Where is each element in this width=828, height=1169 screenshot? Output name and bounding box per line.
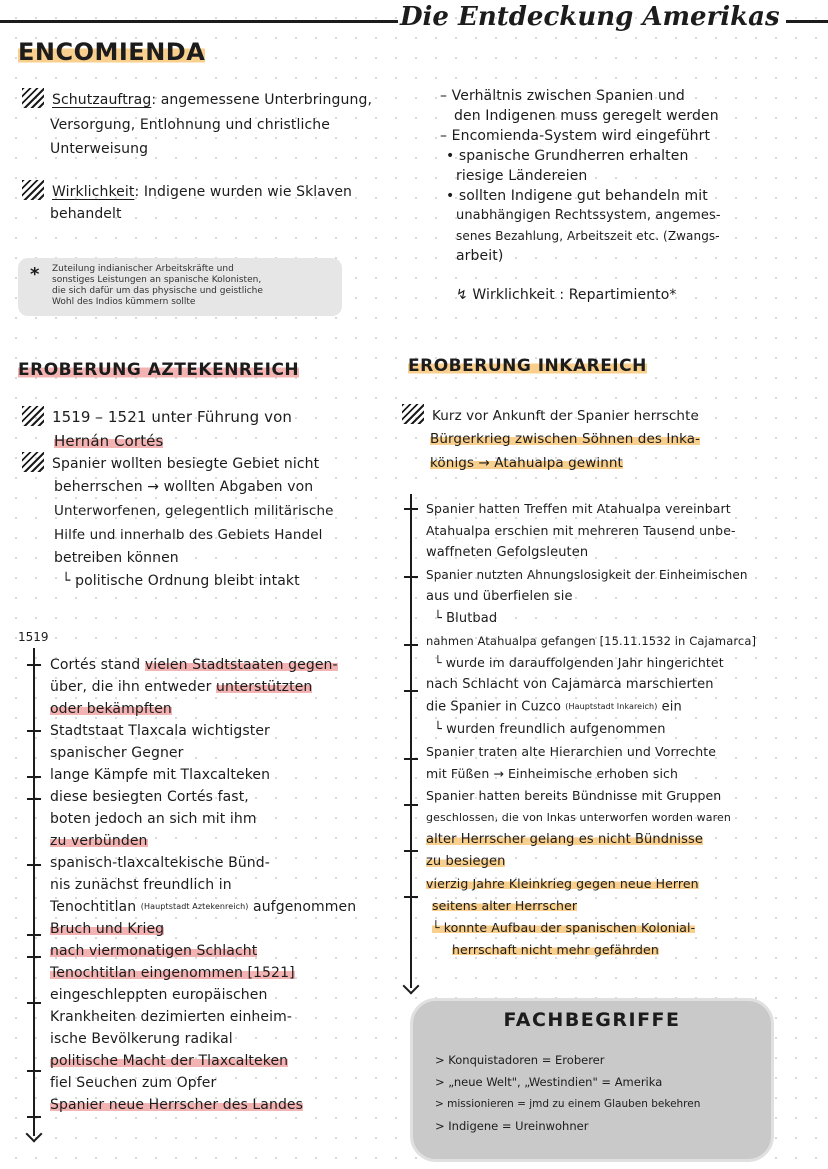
inka-timeline (410, 494, 412, 988)
inka-entry-line: Atahualpa erschien mit mehreren Tausend unbe- (426, 523, 736, 538)
inka-entry-line: └ wurden freundlich aufgenommen (434, 721, 666, 737)
timeline-tick (404, 758, 418, 760)
azteken-intro-8: └ politische Ordnung bleibt intakt (62, 573, 300, 589)
azteken-entry-small: (Hauptstadt Aztekenreich) (140, 902, 249, 911)
fachbegriff-item: > „neue Welt", „Westindien" = Amerika (435, 1075, 663, 1089)
azteken-intro-3-text: Spanier wollten besiegte Gebiet nicht (52, 456, 320, 472)
wirk-line-2: behandelt (50, 206, 122, 222)
azteken-entry-highlight: Tenochtitlan eingenommen [1521] (50, 965, 295, 981)
timeline-tick (404, 576, 418, 578)
timeline-tick (27, 1116, 41, 1118)
inka-entry-line: Spanier hatten Treffen mit Atahualpa vereinbart (426, 501, 731, 516)
inka-intro-2 (430, 428, 700, 450)
fachbegriffe-list (435, 1049, 700, 1137)
inka-entry-line (426, 829, 756, 851)
azteken-intro-5: Unterworfenen, gelegentlich militärische (54, 503, 334, 519)
schutz-line-2: Versorgung, Entlohnung und christliche (50, 117, 330, 133)
timeline-tick (404, 508, 418, 510)
azteken-entry-line: spanischer Gegner (50, 745, 184, 761)
title-rule-left (0, 20, 398, 23)
note-star: * (30, 264, 40, 285)
timeline-tick (27, 776, 41, 778)
timeline-tick (404, 896, 418, 898)
inka-entry-highlight: herrschaft nicht mehr gefährden (452, 941, 659, 957)
azteken-timeline-entries (50, 654, 356, 1116)
azteken-intro-6: Hilfe und innerhalb des Gebiets Handel (54, 527, 323, 543)
azteken-entry-line (50, 918, 356, 940)
timeline-tick (404, 690, 418, 692)
definition-note-box (18, 258, 342, 316)
encomienda-right-line: unabhängigen Rechtssystem, angemes- (456, 208, 721, 223)
timeline-tick (27, 798, 41, 800)
azteken-entry-line: Stadtstaat Tlaxcala wichtigster (50, 723, 270, 739)
wirk-label: Wirklichkeit (52, 184, 135, 200)
azteken-intro-4: beherrschen → wollten Abgaben von (54, 479, 314, 495)
azteken-entry-line: ische Bevölkerung radikal (50, 1031, 233, 1047)
azteken-entry-line: nis zunächst freundlich in (50, 877, 232, 893)
azteken-entry-highlight: nach viermonatigen Schlacht (50, 943, 258, 959)
encomienda-right-line: – Verhältnis zwischen Spanien und (440, 88, 685, 104)
inka-entry-small: (Hauptstadt Inkareich) (565, 702, 658, 711)
inka-entry-line: └ Blutbad (434, 611, 498, 626)
note-line: die sich dafür um das physische und geistliche (52, 286, 263, 296)
inka-intro-3-text: königs → Atahualpa gewinnt (430, 455, 623, 471)
inka-intro-2-text: Bürgerkrieg zwischen Söhnen des Inka- (430, 431, 701, 447)
note-line: Zuteilung indianischer Arbeitskräfte und (52, 264, 234, 274)
azteken-entry-line (50, 1050, 356, 1072)
note-line: Wohl des Indios kümmern sollte (52, 297, 196, 307)
azteken-entry-line (50, 940, 356, 962)
inka-entry-line (426, 895, 756, 917)
inka-timeline-arrow (403, 978, 420, 995)
azteken-entry-line: lange Kämpfe mit Tlaxcalteken (50, 767, 271, 783)
azteken-entry-line: fiel Seuchen zum Opfer (50, 1075, 217, 1091)
encomienda-right-line: den Indigenen muss geregelt werden (454, 108, 719, 124)
hernan-cortes: Hernán Cortés (54, 432, 164, 450)
timeline-tick (27, 664, 41, 666)
azteken-entry-highlight: vielen Stadtstaaten gegen- (144, 657, 338, 673)
azteken-intro-3 (22, 452, 319, 475)
encomienda-right-line: • sollten Indigene gut behandeln mit (446, 188, 708, 204)
azteken-entry-highlight: zu verbünden (50, 833, 148, 849)
wirk-text-1: : Indigene wurden wie Sklaven (134, 184, 353, 200)
inka-entry-highlight: vierzig Jahre Kleinkrieg gegen neue Herren (426, 875, 699, 891)
inka-entry-line: waffneten Gefolgsleuten (426, 545, 589, 560)
inka-entry-line: nahmen Atahualpa gefangen [15.11.1532 in Cajamarca] (426, 634, 757, 648)
inka-entry-highlight: zu besiegen (426, 853, 506, 869)
timeline-tick (404, 850, 418, 852)
hatch-bullet-icon (22, 88, 44, 108)
azteken-intro-1-text: 1519 – 1521 unter Führung von (52, 408, 292, 426)
inka-heading-text: EROBERUNG INKAREICH (408, 356, 647, 376)
note-line: sonstiges Leistungen an spanische Kolonisten, (52, 275, 262, 285)
azteken-timeline (33, 648, 35, 1136)
azteken-entry-text: aufgenommen (248, 899, 357, 915)
schutz-line-1 (22, 88, 372, 111)
azteken-entry-highlight: Bruch und Krieg (50, 921, 165, 937)
inka-entry-line: nach Schlacht von Cajamarca marschierten (426, 677, 714, 692)
azteken-entry-text: Cortés stand (50, 657, 145, 673)
inka-entry-line (426, 696, 756, 719)
encomienda-right-line: riesige Ländereien (456, 168, 588, 184)
azteken-entry-line (50, 1094, 356, 1116)
timeline-tick (27, 1002, 41, 1004)
timeline-tick (27, 1070, 41, 1072)
wirk-line-1 (22, 180, 352, 203)
schutz-text-1: : angemessene Unterbringung, (151, 92, 372, 108)
inka-entry-text: ein (657, 699, 682, 715)
schutz-label: Schutzauftrag (52, 92, 152, 108)
azteken-intro-2 (54, 430, 163, 452)
azteken-entry-line (50, 654, 356, 676)
azteken-entry-highlight: politische Macht der Tlaxcalteken (50, 1053, 289, 1069)
schutz-line-3: Unterweisung (50, 141, 149, 157)
azteken-entry-line (50, 896, 356, 918)
encomienda-right-column (440, 86, 721, 266)
inka-entry-line (426, 917, 756, 939)
azteken-entry-line (50, 830, 356, 852)
azteken-timeline-arrow (26, 1126, 43, 1143)
inka-entry-line: geschlossen, die von Inkas unterworfen worden waren (426, 810, 731, 824)
azteken-entry-text: Tenochtitlan (50, 899, 141, 915)
fachbegriff-item: > missionieren = jmd zu einem Glauben bekehren (435, 1098, 701, 1110)
fachbegriff-item: > Indigene = Ureinwohner (435, 1119, 589, 1133)
timeline-tick (404, 644, 418, 646)
azteken-entry-line (50, 698, 356, 720)
inka-entry-line (426, 939, 756, 961)
inka-entry-highlight: alter Herrscher gelang es nicht Bündnisse (426, 831, 703, 847)
timeline-tick (27, 730, 41, 732)
timeline-tick (404, 804, 418, 806)
inka-entry-line: Spanier nutzten Ahnungslosigkeit der Einheimischen (426, 568, 748, 582)
inka-entry-text: die Spanier in Cuzco (426, 699, 566, 715)
hatch-bullet-icon (22, 452, 44, 472)
azteken-intro-7: betreiben können (54, 550, 179, 566)
fachbegriffe-box (410, 998, 774, 1162)
inka-entry-line: mit Füßen → Einheimische erhoben sich (426, 765, 679, 781)
inka-entry-highlight: └ konnte Aufbau der spanischen Kolonial- (432, 919, 696, 935)
inka-entry-line: Spanier traten alte Hierarchien und Vorrechte (426, 743, 717, 759)
encomienda-right-line: senes Bezahlung, Arbeitszeit etc. (Zwangs- (456, 229, 720, 243)
azteken-entry-line: Krankheiten dezimierten einheim- (50, 1009, 292, 1025)
hatch-bullet-icon (22, 180, 44, 200)
azteken-entry-highlight: Spanier neue Herrscher des Landes (50, 1097, 304, 1113)
inka-entry-line: Spanier hatten bereits Bündnisse mit Gruppen (426, 787, 722, 803)
timeline-tick (27, 956, 41, 958)
inka-entry-highlight: seitens alter Herrscher (432, 897, 578, 913)
azteken-intro-1 (22, 406, 292, 428)
inka-entry-line: └ wurde im darauffolgenden Jahr hingerichtet (434, 655, 724, 670)
azteken-entry-text: über, die ihn entweder (50, 679, 216, 695)
azteken-entry-line: boten jedoch an sich mit ihm (50, 811, 257, 827)
reality-repartimiento: ↯ Wirklichkeit : Repartimiento* (456, 287, 677, 303)
azteken-heading (18, 360, 299, 380)
encomienda-right-line: • spanische Grundherren erhalten (446, 148, 689, 164)
azteken-entry-line (50, 962, 356, 984)
azteken-entry-line: spanisch-tlaxcaltekische Bünd- (50, 855, 270, 871)
azteken-entry-line (50, 676, 356, 698)
azteken-year: 1519 (18, 630, 49, 644)
encomienda-heading (18, 38, 205, 66)
azteken-entry-line: diese besiegten Cortés fast, (50, 789, 249, 805)
timeline-tick (27, 934, 41, 936)
inka-entry-line (426, 873, 756, 895)
hatch-bullet-icon (402, 404, 424, 424)
hatch-bullet-icon (22, 406, 44, 426)
inka-intro-3 (430, 452, 623, 474)
inka-heading (408, 356, 647, 376)
azteken-entry-highlight: oder bekämpften (50, 701, 172, 717)
inka-entry-line (426, 851, 756, 873)
inka-intro-1 (402, 404, 699, 427)
encomienda-right-line: arbeit) (456, 248, 504, 264)
encomienda-right-line: – Encomienda-System wird eingeführt (440, 128, 711, 144)
timeline-tick (27, 864, 41, 866)
note-text (52, 264, 263, 308)
fachbegriff-item: > Konquistadoren = Eroberer (435, 1053, 605, 1067)
title-rule-right (786, 20, 828, 23)
encomienda-heading-text: ENCOMIENDA (18, 38, 206, 66)
azteken-entry-line: eingeschleppten europäischen (50, 987, 268, 1003)
inka-entry-line: aus und überfielen sie (426, 589, 573, 604)
page-title: Die Entdeckung Amerikas (400, 2, 780, 32)
azteken-heading-text: EROBERUNG AZTEKENREICH (18, 360, 300, 380)
azteken-entry-highlight: unterstützten (216, 679, 313, 695)
fachbegriffe-title: FACHBEGRIFFE (503, 1009, 681, 1031)
inka-intro-1-text: Kurz vor Ankunft der Spanier herrschte (432, 408, 699, 424)
inka-timeline-entries (426, 498, 756, 961)
